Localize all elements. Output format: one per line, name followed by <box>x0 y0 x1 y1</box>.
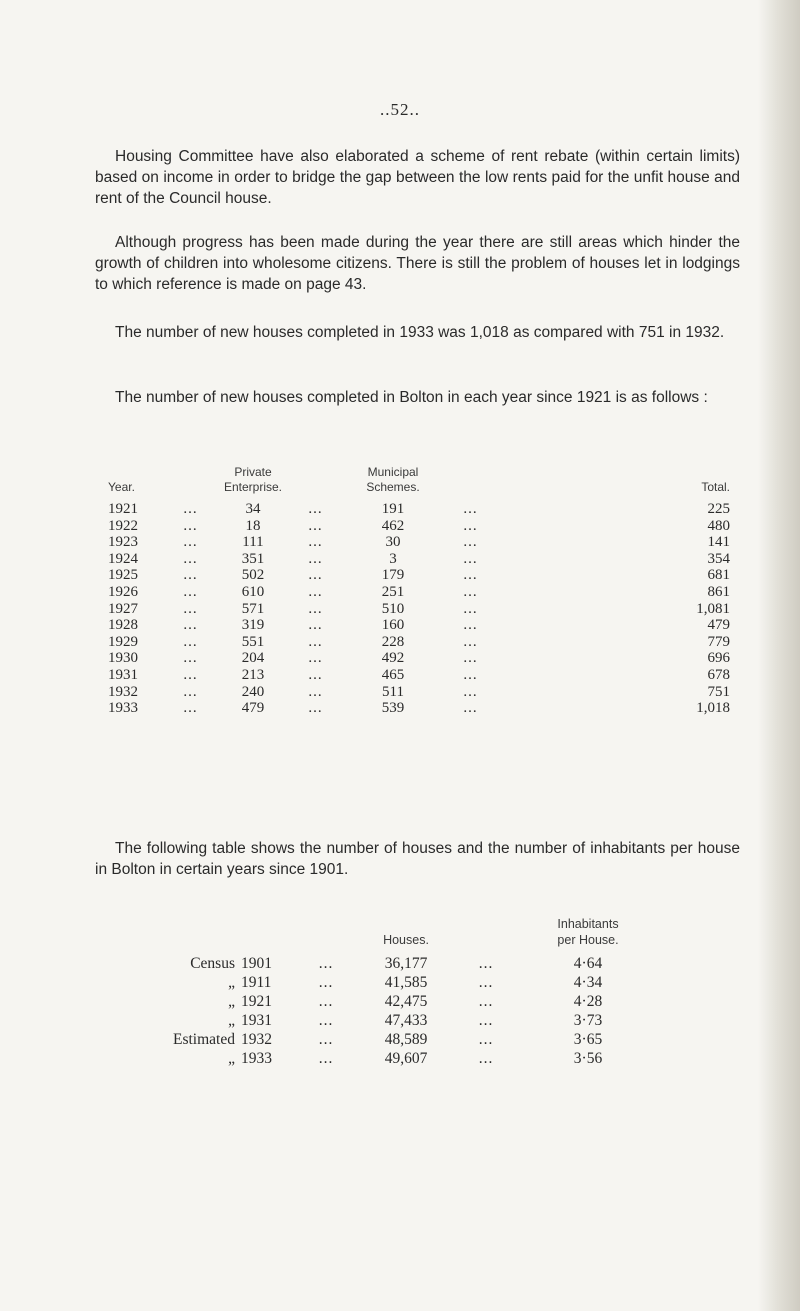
total-cell: 861 <box>707 583 730 600</box>
leader-dots: ... <box>463 501 478 517</box>
total-cell: 354 <box>707 550 730 567</box>
private-enterprise-cell: 204 <box>241 650 265 667</box>
houses-cell: 48,589 <box>384 1031 428 1048</box>
header-houses: Houses. <box>383 933 429 947</box>
leader-dots: ... <box>463 534 478 551</box>
leader-dots: ... <box>308 633 323 650</box>
municipal-schemes-cell: 510 <box>381 600 405 617</box>
private-enterprise-cell: 111 <box>242 534 264 551</box>
table-row <box>108 501 730 518</box>
leader-dots: ... <box>463 550 478 567</box>
leader-dots: ... <box>463 633 478 650</box>
private-enterprise-cell: 571 <box>241 600 265 617</box>
private-enterprise-cell: 213 <box>241 666 265 683</box>
census-table-header <box>140 916 660 954</box>
header-inhabitants-per-house: Inhabitants per House. <box>557 917 619 947</box>
leader-dots: ... <box>183 600 198 617</box>
houses-cell: 47,433 <box>384 1012 428 1029</box>
year-cell: 1931 <box>108 666 138 683</box>
leader-dots: ... <box>463 700 478 717</box>
census-label-cell: „ <box>228 974 235 991</box>
private-enterprise-cell: 502 <box>241 567 265 584</box>
leader-dots: ... <box>478 993 494 1010</box>
table-row <box>108 534 730 551</box>
year-cell: 1932 <box>108 683 138 700</box>
leader-dots: ... <box>308 617 323 634</box>
houses-completed-table <box>108 465 730 717</box>
leader-dots: ... <box>308 501 323 517</box>
page-edge-shadow <box>758 0 800 1311</box>
leader-dots: ... <box>318 993 334 1010</box>
paragraph-census-intro: The following table shows the number of houses and the number of inhabitants per house in Bolton in certain years since 1901. <box>95 840 740 878</box>
census-year-cell: 1901 <box>241 955 272 972</box>
leader-dots: ... <box>463 600 478 617</box>
census-year-cell: 1933 <box>241 1050 272 1067</box>
year-cell: 1927 <box>108 600 138 617</box>
leader-dots: ... <box>183 683 198 700</box>
table-row <box>108 650 730 667</box>
municipal-schemes-cell: 465 <box>381 666 405 683</box>
leader-dots: ... <box>308 517 323 534</box>
census-year-cell: 1921 <box>241 993 272 1010</box>
paragraph-rent-rebate: Housing Committee have also elaborated a scheme of rent rebate (within certain limits) based on income in order to bridge the gap between the low rents paid for the unfit house and rent of the Council house. <box>95 148 740 207</box>
municipal-schemes-cell: 30 <box>385 534 401 551</box>
houses-table-header <box>108 465 730 501</box>
municipal-schemes-cell: 3 <box>389 550 397 567</box>
leader-dots: ... <box>463 666 478 683</box>
leader-dots: ... <box>463 617 478 634</box>
leader-dots: ... <box>318 955 334 972</box>
inhabitants-cell: 3·65 <box>573 1031 603 1048</box>
leader-dots: ... <box>318 1031 334 1048</box>
leader-dots: ... <box>183 583 198 600</box>
total-cell: 1,018 <box>696 700 730 717</box>
leader-dots: ... <box>318 1050 334 1067</box>
leader-dots: ... <box>308 650 323 667</box>
leader-dots: ... <box>478 1031 494 1048</box>
municipal-schemes-cell: 492 <box>381 650 405 667</box>
table-row <box>140 1030 660 1049</box>
census-label-cell: „ <box>228 993 235 1010</box>
houses-cell: 42,475 <box>384 993 428 1010</box>
leader-dots: ... <box>183 501 198 517</box>
table-row <box>140 1049 660 1068</box>
total-cell: 779 <box>707 633 730 650</box>
leader-dots: ... <box>318 1012 334 1029</box>
total-cell: 678 <box>707 666 730 683</box>
header-private-enterprise: Private Enterprise. <box>223 465 283 494</box>
leader-dots: ... <box>183 517 198 534</box>
page-number: ..52.. <box>380 100 420 119</box>
leader-dots: ... <box>183 550 198 567</box>
inhabitants-cell: 4·64 <box>573 955 603 972</box>
leader-dots: ... <box>463 683 478 700</box>
table-row <box>108 667 730 684</box>
total-cell: 696 <box>707 650 730 667</box>
inhabitants-cell: 3·56 <box>573 1050 603 1067</box>
inhabitants-cell: 4·28 <box>573 993 603 1010</box>
year-cell: 1933 <box>108 700 138 717</box>
leader-dots: ... <box>478 974 494 991</box>
census-label-cell: Census <box>190 955 235 972</box>
table-row <box>140 992 660 1011</box>
table-row <box>108 551 730 568</box>
table-row <box>140 954 660 973</box>
municipal-schemes-cell: 251 <box>381 583 405 600</box>
leader-dots: ... <box>183 700 198 717</box>
year-cell: 1922 <box>108 517 138 534</box>
leader-dots: ... <box>183 650 198 667</box>
leader-dots: ... <box>183 666 198 683</box>
private-enterprise-cell: 34 <box>245 501 261 517</box>
leader-dots: ... <box>183 633 198 650</box>
table-row <box>108 617 730 634</box>
leader-dots: ... <box>463 517 478 534</box>
inhabitants-cell: 3·73 <box>573 1012 603 1029</box>
leader-dots: ... <box>183 567 198 584</box>
table-row <box>108 601 730 618</box>
inhabitants-cell: 4·34 <box>573 974 603 991</box>
table-row <box>140 1011 660 1030</box>
table-row <box>108 684 730 701</box>
census-label-cell: Estimated <box>173 1031 235 1048</box>
houses-cell: 49,607 <box>384 1050 428 1067</box>
leader-dots: ... <box>478 1012 494 1029</box>
table-row <box>108 700 730 717</box>
leader-dots: ... <box>318 974 334 991</box>
houses-cell: 36,177 <box>384 955 428 972</box>
leader-dots: ... <box>478 1050 494 1067</box>
leader-dots: ... <box>308 666 323 683</box>
year-cell: 1923 <box>108 534 138 551</box>
year-cell: 1925 <box>108 567 138 584</box>
census-year-cell: 1931 <box>241 1012 272 1029</box>
census-table <box>140 916 660 1068</box>
census-year-cell: 1932 <box>241 1031 272 1048</box>
year-cell: 1924 <box>108 550 138 567</box>
leader-dots: ... <box>478 955 494 972</box>
private-enterprise-cell: 479 <box>241 700 265 717</box>
year-cell: 1921 <box>108 501 138 517</box>
leader-dots: ... <box>308 600 323 617</box>
table-row <box>108 584 730 601</box>
leader-dots: ... <box>308 683 323 700</box>
private-enterprise-cell: 240 <box>241 683 265 700</box>
total-cell: 681 <box>707 567 730 584</box>
municipal-schemes-cell: 191 <box>381 501 405 517</box>
year-cell: 1926 <box>108 583 138 600</box>
table-row <box>108 518 730 535</box>
census-year-cell: 1911 <box>241 974 272 991</box>
total-cell: 751 <box>707 683 730 700</box>
private-enterprise-cell: 551 <box>241 633 265 650</box>
leader-dots: ... <box>183 617 198 634</box>
total-cell: 479 <box>707 617 730 634</box>
leader-dots: ... <box>463 583 478 600</box>
total-cell: 1,081 <box>696 600 730 617</box>
private-enterprise-cell: 319 <box>241 617 265 634</box>
leader-dots: ... <box>308 700 323 717</box>
municipal-schemes-cell: 539 <box>381 700 405 717</box>
municipal-schemes-cell: 179 <box>381 567 405 584</box>
private-enterprise-cell: 610 <box>241 583 265 600</box>
leader-dots: ... <box>308 567 323 584</box>
year-cell: 1930 <box>108 650 138 667</box>
private-enterprise-cell: 18 <box>245 517 261 534</box>
leader-dots: ... <box>308 550 323 567</box>
table-row <box>108 634 730 651</box>
total-cell: 141 <box>707 534 730 551</box>
leader-dots: ... <box>463 567 478 584</box>
private-enterprise-cell: 351 <box>241 550 265 567</box>
leader-dots: ... <box>183 534 198 551</box>
leader-dots: ... <box>463 650 478 667</box>
leader-dots: ... <box>308 583 323 600</box>
paragraph-progress: Although progress has been made during the year there are still areas which hinder the growth of children into wholesome citizens. There is still the problem of houses let in lodgings to which reference is made on page 43. <box>95 234 740 293</box>
table-row <box>108 567 730 584</box>
municipal-schemes-cell: 228 <box>381 633 405 650</box>
municipal-schemes-cell: 511 <box>382 683 404 700</box>
year-cell: 1928 <box>108 617 138 634</box>
paragraph-table-intro: The number of new houses completed in Bolton in each year since 1921 is as follows : <box>115 389 708 406</box>
header-total: Total. <box>701 480 730 494</box>
total-cell: 225 <box>707 501 730 517</box>
header-municipal-schemes: Municipal Schemes. <box>366 465 420 494</box>
header-year: Year. <box>108 480 135 494</box>
municipal-schemes-cell: 160 <box>381 617 405 634</box>
municipal-schemes-cell: 462 <box>381 517 405 534</box>
houses-cell: 41,585 <box>384 974 428 991</box>
table-row <box>140 973 660 992</box>
census-label-cell: „ <box>228 1012 235 1029</box>
paragraph-houses-1933: The number of new houses completed in 1933 was 1,018 as compared with 751 in 1932. <box>115 324 725 341</box>
total-cell: 480 <box>707 517 730 534</box>
year-cell: 1929 <box>108 633 138 650</box>
leader-dots: ... <box>308 534 323 551</box>
census-label-cell: „ <box>228 1050 235 1067</box>
